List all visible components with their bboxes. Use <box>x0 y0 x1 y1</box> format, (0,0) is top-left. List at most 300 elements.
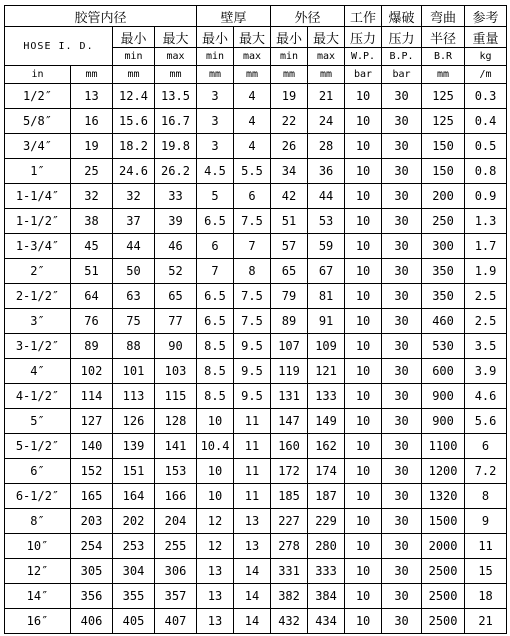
cell-br: 150 <box>422 159 465 184</box>
cell-br: 2500 <box>422 559 465 584</box>
cell-wall-min: 6.5 <box>197 309 234 334</box>
cell-wp: 10 <box>345 509 382 534</box>
cell-bp: 30 <box>382 309 422 334</box>
cell-od-max: 81 <box>308 284 345 309</box>
cell-od-max: 21 <box>308 84 345 109</box>
cell-inch: 3″ <box>5 309 71 334</box>
unit-mm-7: mm <box>308 66 345 84</box>
cell-weight: 6 <box>465 434 507 459</box>
table-row <box>5 134 507 159</box>
table-row <box>5 209 507 234</box>
cell-wall-min: 13 <box>197 559 234 584</box>
cell-wp: 10 <box>345 84 382 109</box>
cell-bp: 30 <box>382 159 422 184</box>
header-id-max-en: max <box>155 48 197 66</box>
cell-od-min: 131 <box>271 384 308 409</box>
cell-id-min: 202 <box>113 509 155 534</box>
cell-id-min: 405 <box>113 609 155 634</box>
table-row <box>5 309 507 334</box>
cell-br: 2500 <box>422 584 465 609</box>
cell-id-nominal: 203 <box>71 509 113 534</box>
cell-wall-max: 14 <box>234 559 271 584</box>
cell-bp: 30 <box>382 359 422 384</box>
cell-id-max: 13.5 <box>155 84 197 109</box>
header-kg: kg <box>465 48 507 66</box>
header-working: 工作 <box>345 6 382 27</box>
unit-mm-5: mm <box>234 66 271 84</box>
cell-wall-max: 7.5 <box>234 284 271 309</box>
cell-br: 600 <box>422 359 465 384</box>
cell-inch: 4-1/2″ <box>5 384 71 409</box>
cell-od-min: 147 <box>271 409 308 434</box>
cell-wp: 10 <box>345 284 382 309</box>
table-row <box>5 109 507 134</box>
cell-wall-min: 3 <box>197 134 234 159</box>
cell-id-min: 88 <box>113 334 155 359</box>
cell-br: 1320 <box>422 484 465 509</box>
cell-id-min: 253 <box>113 534 155 559</box>
table-row <box>5 434 507 459</box>
header-units-row <box>5 66 507 84</box>
cell-od-min: 382 <box>271 584 308 609</box>
table-row <box>5 559 507 584</box>
cell-wall-max: 13 <box>234 534 271 559</box>
cell-wall-min: 8.5 <box>197 334 234 359</box>
cell-bp: 30 <box>382 559 422 584</box>
cell-weight: 5.6 <box>465 409 507 434</box>
cell-od-min: 65 <box>271 259 308 284</box>
table-row <box>5 484 507 509</box>
cell-bp: 30 <box>382 384 422 409</box>
cell-wall-max: 11 <box>234 459 271 484</box>
cell-wall-max: 14 <box>234 609 271 634</box>
cell-inch: 4″ <box>5 359 71 384</box>
cell-inch: 2″ <box>5 259 71 284</box>
cell-od-max: 36 <box>308 159 345 184</box>
cell-wall-max: 11 <box>234 434 271 459</box>
cell-od-min: 185 <box>271 484 308 509</box>
header-od-min: 最小 <box>271 27 308 48</box>
cell-id-min: 113 <box>113 384 155 409</box>
cell-od-min: 227 <box>271 509 308 534</box>
unit-mm-3: mm <box>155 66 197 84</box>
header-id-min-en: min <box>113 48 155 66</box>
cell-wall-min: 13 <box>197 609 234 634</box>
cell-id-min: 15.6 <box>113 109 155 134</box>
cell-od-min: 160 <box>271 434 308 459</box>
cell-inch: 1″ <box>5 159 71 184</box>
table-row <box>5 159 507 184</box>
header-id-min: 最小 <box>113 27 155 48</box>
cell-id-nominal: 64 <box>71 284 113 309</box>
cell-id-nominal: 89 <box>71 334 113 359</box>
cell-wall-max: 13 <box>234 509 271 534</box>
table-row <box>5 409 507 434</box>
cell-weight: 3.9 <box>465 359 507 384</box>
header-weight: 重量 <box>465 27 507 48</box>
cell-br: 300 <box>422 234 465 259</box>
cell-weight: 18 <box>465 584 507 609</box>
cell-weight: 0.5 <box>465 134 507 159</box>
cell-wall-min: 3 <box>197 84 234 109</box>
cell-bp: 30 <box>382 584 422 609</box>
cell-id-min: 32 <box>113 184 155 209</box>
cell-id-max: 33 <box>155 184 197 209</box>
header-bp-pressure: 压力 <box>382 27 422 48</box>
cell-wall-max: 7 <box>234 234 271 259</box>
unit-bar-1: bar <box>345 66 382 84</box>
cell-inch: 5/8″ <box>5 109 71 134</box>
table-row <box>5 84 507 109</box>
cell-br: 2500 <box>422 609 465 634</box>
header-reference: 参考 <box>465 6 507 27</box>
table-row <box>5 334 507 359</box>
cell-id-min: 75 <box>113 309 155 334</box>
cell-od-max: 174 <box>308 459 345 484</box>
cell-od-min: 19 <box>271 84 308 109</box>
cell-od-min: 26 <box>271 134 308 159</box>
cell-weight: 7.2 <box>465 459 507 484</box>
cell-id-nominal: 165 <box>71 484 113 509</box>
cell-wp: 10 <box>345 534 382 559</box>
cell-wp: 10 <box>345 209 382 234</box>
table-row <box>5 584 507 609</box>
cell-od-min: 331 <box>271 559 308 584</box>
table-body <box>5 6 507 634</box>
cell-wp: 10 <box>345 434 382 459</box>
unit-mm-6: mm <box>271 66 308 84</box>
header-hose-id: HOSE I. D. <box>5 27 113 66</box>
header-row-1 <box>5 6 507 27</box>
cell-weight: 8 <box>465 484 507 509</box>
cell-od-min: 22 <box>271 109 308 134</box>
unit-mm-1: mm <box>71 66 113 84</box>
cell-wall-min: 12 <box>197 534 234 559</box>
cell-br: 350 <box>422 259 465 284</box>
cell-wp: 10 <box>345 459 382 484</box>
cell-weight: 3.5 <box>465 334 507 359</box>
header-radius: 半径 <box>422 27 465 48</box>
cell-wp: 10 <box>345 334 382 359</box>
header-br: B.R <box>422 48 465 66</box>
cell-id-min: 63 <box>113 284 155 309</box>
unit-per-m: /m <box>465 66 507 84</box>
cell-inch: 12″ <box>5 559 71 584</box>
cell-bp: 30 <box>382 509 422 534</box>
cell-wp: 10 <box>345 359 382 384</box>
cell-id-min: 44 <box>113 234 155 259</box>
header-bp: B.P. <box>382 48 422 66</box>
cell-wall-max: 9.5 <box>234 384 271 409</box>
cell-id-max: 65 <box>155 284 197 309</box>
cell-weight: 1.9 <box>465 259 507 284</box>
cell-od-max: 280 <box>308 534 345 559</box>
cell-wall-min: 10 <box>197 484 234 509</box>
cell-id-max: 128 <box>155 409 197 434</box>
header-row-2 <box>5 27 507 48</box>
header-wall-max: 最大 <box>234 27 271 48</box>
cell-wall-min: 8.5 <box>197 359 234 384</box>
cell-id-min: 304 <box>113 559 155 584</box>
cell-bp: 30 <box>382 109 422 134</box>
cell-weight: 9 <box>465 509 507 534</box>
cell-wall-max: 7.5 <box>234 309 271 334</box>
cell-br: 2000 <box>422 534 465 559</box>
cell-wall-max: 5.5 <box>234 159 271 184</box>
cell-id-max: 407 <box>155 609 197 634</box>
cell-id-max: 46 <box>155 234 197 259</box>
cell-od-max: 67 <box>308 259 345 284</box>
header-bend: 弯曲 <box>422 6 465 27</box>
hose-spec-table <box>4 5 507 634</box>
cell-inch: 1-1/2″ <box>5 209 71 234</box>
cell-id-min: 50 <box>113 259 155 284</box>
cell-inch: 3-1/2″ <box>5 334 71 359</box>
cell-br: 460 <box>422 309 465 334</box>
cell-br: 200 <box>422 184 465 209</box>
cell-wall-min: 7 <box>197 259 234 284</box>
table-row <box>5 509 507 534</box>
header-wall-min: 最小 <box>197 27 234 48</box>
cell-id-max: 52 <box>155 259 197 284</box>
cell-od-max: 109 <box>308 334 345 359</box>
cell-od-min: 42 <box>271 184 308 209</box>
cell-od-max: 59 <box>308 234 345 259</box>
cell-id-nominal: 127 <box>71 409 113 434</box>
cell-inch: 2-1/2″ <box>5 284 71 309</box>
header-wall-thickness: 壁厚 <box>197 6 271 27</box>
cell-wp: 10 <box>345 409 382 434</box>
cell-id-nominal: 356 <box>71 584 113 609</box>
header-od-min-en: min <box>271 48 308 66</box>
cell-wall-min: 10 <box>197 409 234 434</box>
cell-od-min: 278 <box>271 534 308 559</box>
cell-wp: 10 <box>345 184 382 209</box>
cell-id-max: 16.7 <box>155 109 197 134</box>
cell-id-nominal: 102 <box>71 359 113 384</box>
cell-id-nominal: 51 <box>71 259 113 284</box>
cell-od-max: 133 <box>308 384 345 409</box>
cell-wall-min: 13 <box>197 584 234 609</box>
cell-weight: 0.9 <box>465 184 507 209</box>
cell-id-max: 255 <box>155 534 197 559</box>
cell-bp: 30 <box>382 234 422 259</box>
cell-id-nominal: 25 <box>71 159 113 184</box>
cell-br: 1200 <box>422 459 465 484</box>
cell-br: 125 <box>422 84 465 109</box>
header-wp-pressure: 压力 <box>345 27 382 48</box>
cell-od-max: 187 <box>308 484 345 509</box>
table-row <box>5 459 507 484</box>
cell-id-nominal: 114 <box>71 384 113 409</box>
cell-id-nominal: 140 <box>71 434 113 459</box>
header-burst: 爆破 <box>382 6 422 27</box>
cell-id-max: 103 <box>155 359 197 384</box>
cell-wall-min: 6.5 <box>197 209 234 234</box>
cell-bp: 30 <box>382 209 422 234</box>
unit-bar-2: bar <box>382 66 422 84</box>
cell-weight: 2.5 <box>465 309 507 334</box>
cell-br: 125 <box>422 109 465 134</box>
cell-id-nominal: 152 <box>71 459 113 484</box>
cell-id-max: 77 <box>155 309 197 334</box>
cell-inch: 1-3/4″ <box>5 234 71 259</box>
cell-bp: 30 <box>382 84 422 109</box>
cell-wp: 10 <box>345 309 382 334</box>
cell-br: 530 <box>422 334 465 359</box>
cell-bp: 30 <box>382 484 422 509</box>
table-row <box>5 384 507 409</box>
cell-br: 1500 <box>422 509 465 534</box>
cell-wall-max: 4 <box>234 84 271 109</box>
cell-id-nominal: 254 <box>71 534 113 559</box>
cell-od-min: 57 <box>271 234 308 259</box>
cell-inch: 14″ <box>5 584 71 609</box>
cell-od-min: 172 <box>271 459 308 484</box>
unit-mm-2: mm <box>113 66 155 84</box>
cell-id-max: 357 <box>155 584 197 609</box>
cell-bp: 30 <box>382 184 422 209</box>
cell-weight: 15 <box>465 559 507 584</box>
cell-wp: 10 <box>345 609 382 634</box>
cell-id-nominal: 76 <box>71 309 113 334</box>
cell-id-nominal: 38 <box>71 209 113 234</box>
cell-od-min: 34 <box>271 159 308 184</box>
cell-weight: 1.3 <box>465 209 507 234</box>
cell-id-max: 115 <box>155 384 197 409</box>
cell-weight: 4.6 <box>465 384 507 409</box>
cell-od-max: 434 <box>308 609 345 634</box>
cell-wall-max: 8 <box>234 259 271 284</box>
cell-wall-max: 7.5 <box>234 209 271 234</box>
cell-wp: 10 <box>345 109 382 134</box>
cell-weight: 0.8 <box>465 159 507 184</box>
cell-weight: 21 <box>465 609 507 634</box>
cell-od-min: 51 <box>271 209 308 234</box>
cell-weight: 11 <box>465 534 507 559</box>
cell-od-max: 121 <box>308 359 345 384</box>
cell-wall-min: 5 <box>197 184 234 209</box>
cell-bp: 30 <box>382 334 422 359</box>
cell-id-nominal: 406 <box>71 609 113 634</box>
cell-weight: 2.5 <box>465 284 507 309</box>
cell-wp: 10 <box>345 484 382 509</box>
cell-bp: 30 <box>382 459 422 484</box>
cell-od-max: 162 <box>308 434 345 459</box>
cell-wp: 10 <box>345 159 382 184</box>
cell-id-max: 166 <box>155 484 197 509</box>
cell-id-min: 355 <box>113 584 155 609</box>
cell-id-min: 24.6 <box>113 159 155 184</box>
table-row <box>5 359 507 384</box>
cell-inch: 5-1/2″ <box>5 434 71 459</box>
cell-inch: 3/4″ <box>5 134 71 159</box>
cell-inch: 16″ <box>5 609 71 634</box>
cell-inch: 8″ <box>5 509 71 534</box>
unit-mm-4: mm <box>197 66 234 84</box>
cell-id-nominal: 305 <box>71 559 113 584</box>
cell-od-max: 384 <box>308 584 345 609</box>
cell-od-min: 89 <box>271 309 308 334</box>
cell-wall-min: 12 <box>197 509 234 534</box>
cell-weight: 0.3 <box>465 84 507 109</box>
cell-id-max: 90 <box>155 334 197 359</box>
table-row <box>5 259 507 284</box>
cell-bp: 30 <box>382 609 422 634</box>
cell-wp: 10 <box>345 234 382 259</box>
cell-od-max: 53 <box>308 209 345 234</box>
cell-br: 1100 <box>422 434 465 459</box>
cell-wall-max: 4 <box>234 109 271 134</box>
header-od-max: 最大 <box>308 27 345 48</box>
cell-bp: 30 <box>382 284 422 309</box>
table-row <box>5 234 507 259</box>
table-row <box>5 534 507 559</box>
cell-id-max: 141 <box>155 434 197 459</box>
unit-mm-8: mm <box>422 66 465 84</box>
cell-wall-min: 8.5 <box>197 384 234 409</box>
cell-id-nominal: 13 <box>71 84 113 109</box>
header-od-max-en: max <box>308 48 345 66</box>
cell-od-max: 333 <box>308 559 345 584</box>
cell-id-max: 26.2 <box>155 159 197 184</box>
cell-bp: 30 <box>382 134 422 159</box>
cell-wall-min: 10 <box>197 459 234 484</box>
cell-wall-min: 10.4 <box>197 434 234 459</box>
header-id-max: 最大 <box>155 27 197 48</box>
cell-inch: 1/2″ <box>5 84 71 109</box>
cell-od-max: 229 <box>308 509 345 534</box>
cell-id-max: 204 <box>155 509 197 534</box>
cell-od-max: 28 <box>308 134 345 159</box>
cell-wp: 10 <box>345 584 382 609</box>
cell-od-min: 119 <box>271 359 308 384</box>
cell-bp: 30 <box>382 534 422 559</box>
cell-wall-max: 11 <box>234 409 271 434</box>
cell-id-min: 101 <box>113 359 155 384</box>
cell-wall-min: 3 <box>197 109 234 134</box>
cell-wall-min: 4.5 <box>197 159 234 184</box>
unit-in: in <box>5 66 71 84</box>
cell-wall-max: 6 <box>234 184 271 209</box>
cell-od-max: 44 <box>308 184 345 209</box>
cell-wp: 10 <box>345 559 382 584</box>
cell-br: 900 <box>422 384 465 409</box>
cell-bp: 30 <box>382 259 422 284</box>
cell-id-min: 18.2 <box>113 134 155 159</box>
header-wall-min-en: min <box>197 48 234 66</box>
cell-inch: 10″ <box>5 534 71 559</box>
cell-od-max: 91 <box>308 309 345 334</box>
cell-br: 250 <box>422 209 465 234</box>
cell-id-max: 153 <box>155 459 197 484</box>
cell-od-min: 79 <box>271 284 308 309</box>
cell-id-min: 139 <box>113 434 155 459</box>
cell-bp: 30 <box>382 434 422 459</box>
cell-od-min: 107 <box>271 334 308 359</box>
cell-od-max: 149 <box>308 409 345 434</box>
cell-id-max: 39 <box>155 209 197 234</box>
cell-wall-min: 6.5 <box>197 284 234 309</box>
cell-br: 900 <box>422 409 465 434</box>
cell-wall-max: 14 <box>234 584 271 609</box>
header-wp: W.P. <box>345 48 382 66</box>
table-row <box>5 284 507 309</box>
cell-br: 150 <box>422 134 465 159</box>
cell-inch: 6″ <box>5 459 71 484</box>
table-row <box>5 184 507 209</box>
cell-id-nominal: 32 <box>71 184 113 209</box>
